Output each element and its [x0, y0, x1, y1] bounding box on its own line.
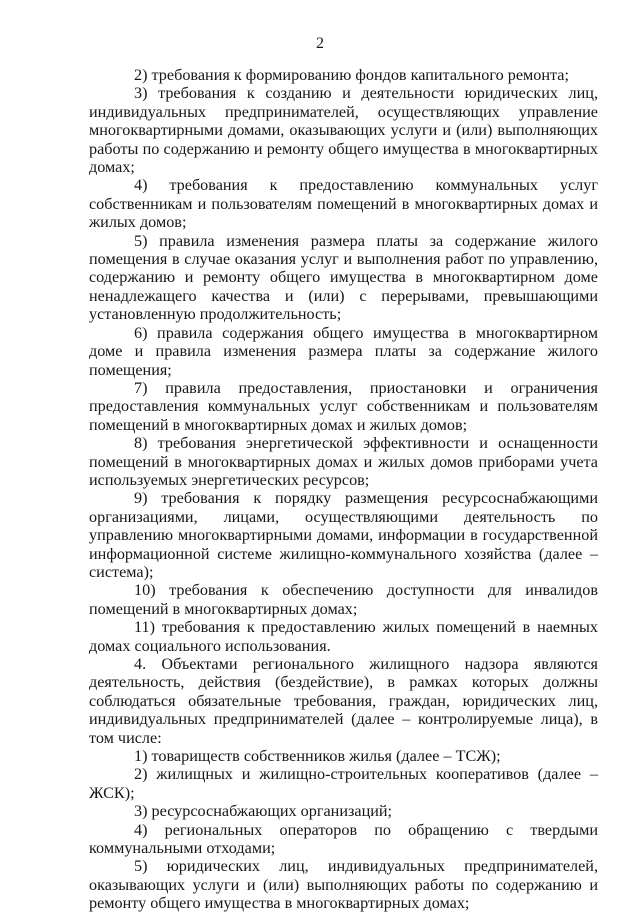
paragraph-item-10: 10) требования к обеспечению доступности для инвалидов помещений в многоквартирных домах; [89, 581, 598, 618]
subject-item-1: 1) товариществ собственников жилья (далее – ТСЖ); [134, 747, 501, 766]
paragraph-item-3: 3) требования к созданию и деятельности юридических лиц, индивидуальных предпринимателей, осуществляющих управление многоквартирными домами, оказывающих услуги и (или) выполняющих работы по содержанию и ремонту общего имущества в многоквартирных домах; [89, 84, 598, 177]
subject-item-5: 5) юридических лиц, индивидуальных предпринимателей, оказывающих услуги и (или) выполняющих работы по содержанию и ремонту общего имущества в многоквартирных домах; [89, 857, 598, 913]
subject-item-2: 2) жилищных и жилищно-строительных кооперативов (далее – ЖСК); [89, 765, 598, 802]
paragraph-item-5: 5) правила изменения размера платы за содержание жилого помещения в случае оказания услуг и выполнения работ по управлению, содержанию и ремонту общего имущества в многоквартирном доме ненадлежащего качества и (или) с перерывами, превышающими установленную продолжительность; [89, 231, 598, 324]
paragraph-item-4: 4) требования к предоставлению коммунальных услуг собственникам и пользователям помещений в многоквартирных домах и жилых домов; [89, 176, 598, 232]
paragraph-item-7: 7) правила предоставления, приостановки и ограничения предоставления коммунальных услуг собственникам и пользователям помещений в многоквартирных домах и жилых домов; [89, 378, 598, 434]
paragraph-item-11: 11) требования к предоставлению жилых помещений в наемных домах социального использования. [89, 618, 598, 655]
subject-item-3: 3) ресурсоснабжающих организаций; [134, 802, 393, 821]
page-number: 2 [316, 35, 324, 52]
subject-item-4: 4) региональных операторов по обращению с твердыми коммунальными отходами; [89, 820, 598, 858]
document-body [89, 66, 598, 913]
paragraph-item-9: 9) требования к порядку размещения ресурсоснабжающими организациями, лицами, осуществляющими деятельность по управлению многоквартирными домами, информации в государственной информационной системе жилищно-коммунального хозяйства (далее – система); [89, 489, 598, 581]
paragraph-item-8: 8) требования энергетической эффективности и оснащенности помещений в многоквартирных домах и жилых домов приборами учета используемых энергетических ресурсов; [89, 434, 598, 489]
paragraph-item-6: 6) правила содержания общего имущества в многоквартирном доме и правила изменения размера платы за содержание жилого помещения; [89, 323, 598, 379]
paragraph-section-4: 4. Объектами регионального жилищного надзора являются деятельность, действия (бездействие), в рамках которых должны соблюдаться обязательные требования, граждан, юридических лиц, индивидуальных предпринимателей (далее – контролируемые лица), в том числе: [89, 655, 598, 747]
paragraph-item-2: 2) требования к формированию фондов капитального ремонта; [134, 66, 569, 84]
